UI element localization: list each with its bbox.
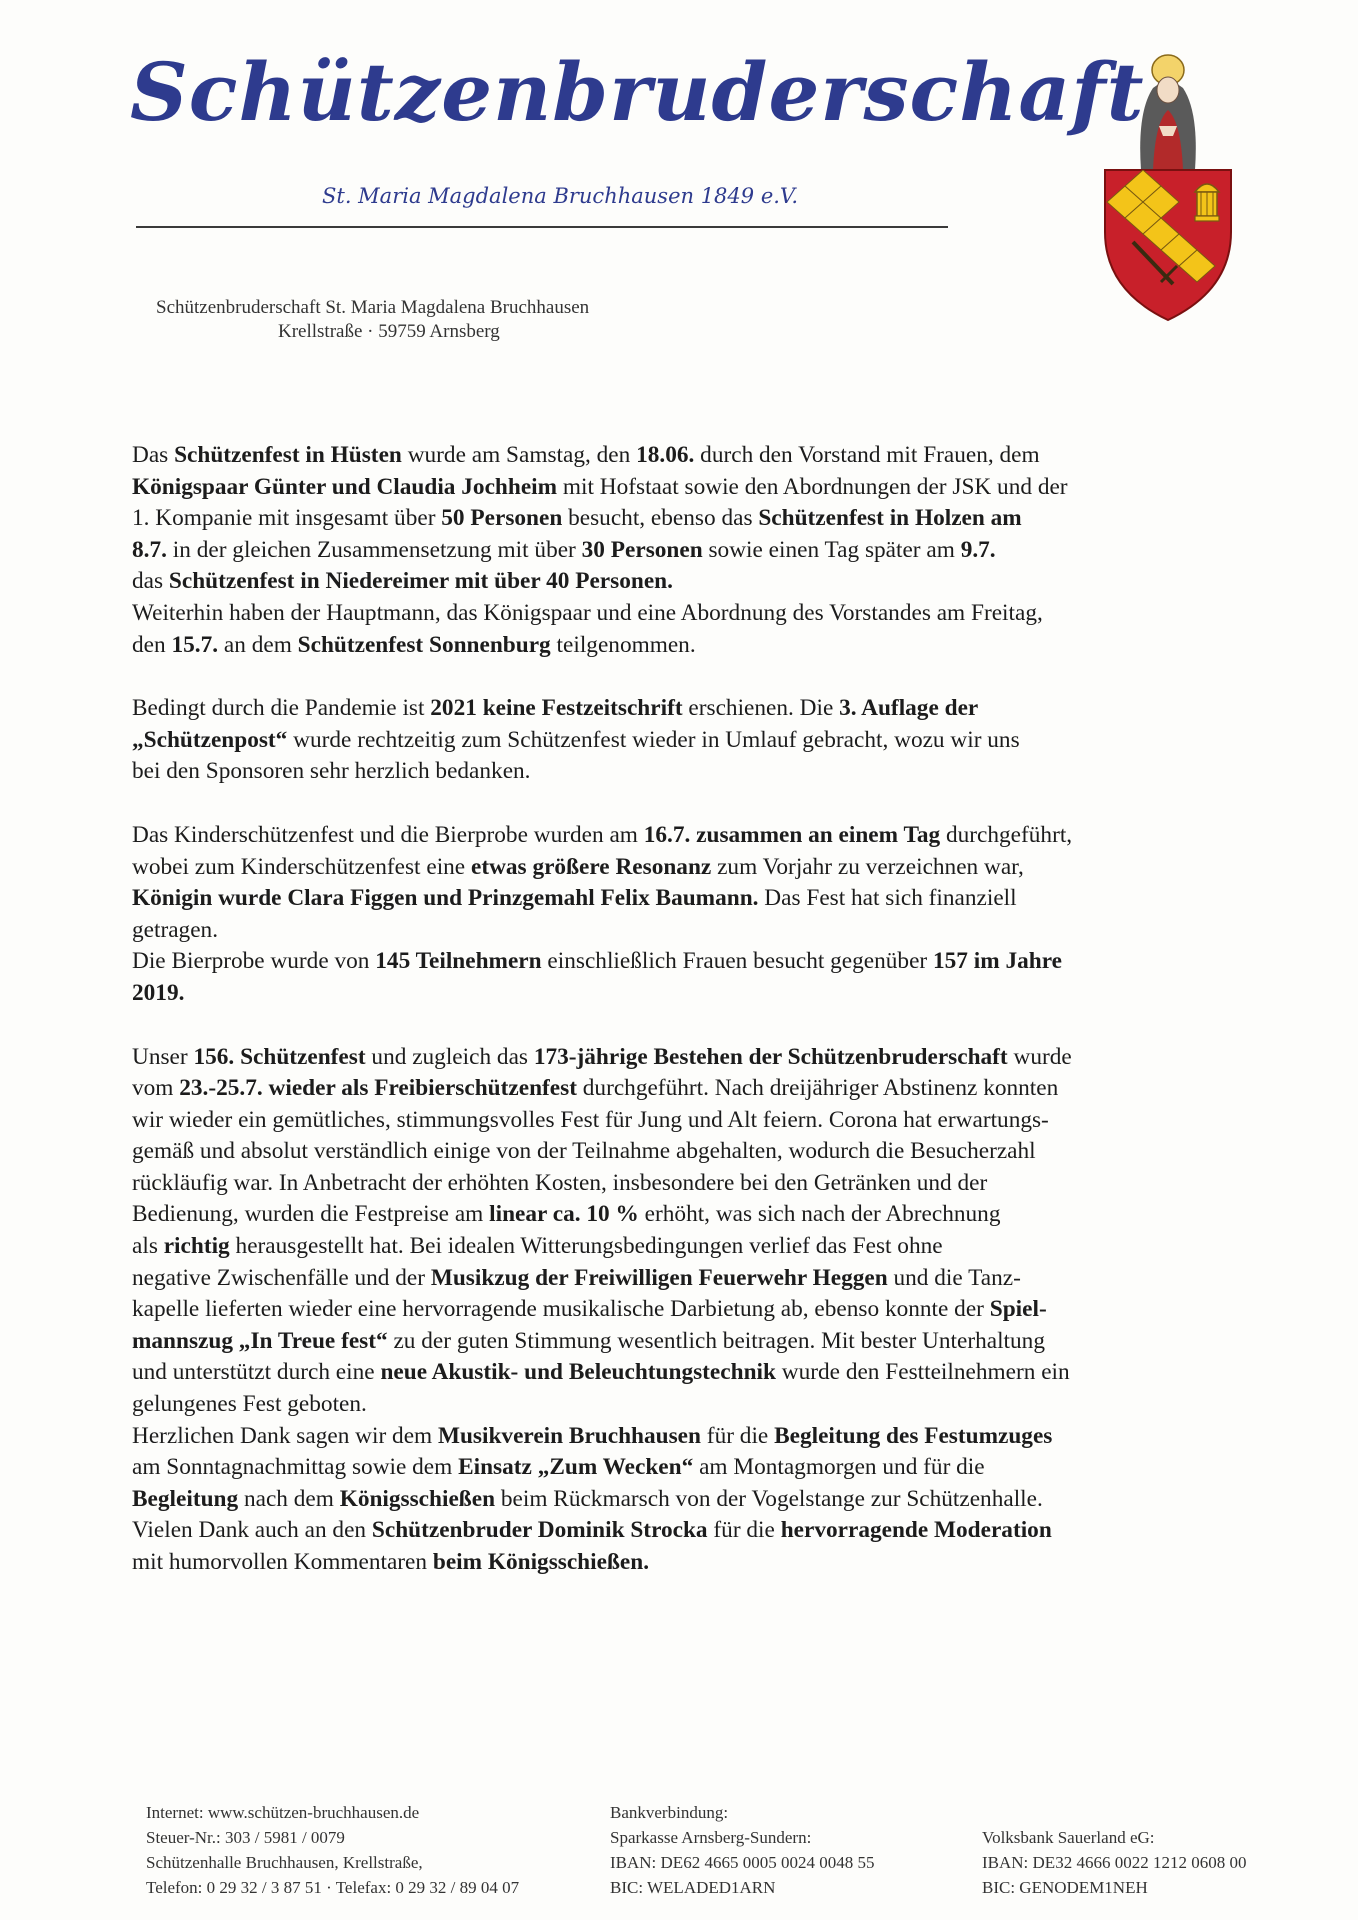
letter-body — [132, 440, 1242, 1579]
bold-text: Schützenbruder Dominik Strocka — [371, 1517, 708, 1544]
sender-line-2: Krellstraße · 59759 Arnsberg — [278, 321, 500, 342]
bold-text: Königspaar Günter und Claudia Jochheim — [132, 473, 558, 500]
bold-text: 30 Personen — [581, 536, 703, 563]
organization-title: Schützenbruderschaft — [130, 45, 1145, 139]
body-text: negative Zwischenfälle und der — [132, 1264, 431, 1291]
body-text: herausgestellt hat. Bei idealen Witterungsbedingungen verlief das Fest ohne — [229, 1233, 943, 1260]
bold-text: 8.7. — [132, 536, 167, 563]
body-text: Das Fest hat sich finanziell — [758, 885, 1017, 912]
body-text: erhöht, was sich nach der Abrechnung — [638, 1201, 1001, 1228]
bold-text: Schützenfest in Hüsten — [174, 442, 402, 468]
bold-text: 15.7. — [171, 631, 219, 658]
sender-line-1: Schützenbruderschaft St. Maria Magdalena Bruchhausen — [156, 297, 590, 318]
footer-bic: BIC: GENODEM1NEH — [982, 1878, 1148, 1897]
footer-bic: BIC: WELADED1ARN — [610, 1878, 776, 1897]
bold-text: 3. Auflage der — [839, 695, 979, 722]
body-text: Bedienung, wurden die Festpreise am — [132, 1201, 490, 1228]
bold-text: richtig — [163, 1233, 230, 1260]
footer-phone-fax: Telefon: 0 29 32 / 3 87 51 · Telefax: 0 29 32 / 89 04 07 — [146, 1878, 520, 1897]
bold-text: Musikzug der Freiwilligen Feuerwehr Heggen — [430, 1264, 888, 1291]
body-text: bei den Sponsoren sehr herzlich bedanken. — [132, 758, 531, 785]
body-text: gelungenes Fest geboten. — [132, 1391, 367, 1418]
footer-iban: IBAN: DE32 4666 0022 1212 0608 00 — [982, 1853, 1247, 1872]
body-text: getragen. — [132, 916, 219, 943]
body-text: beim Rückmarsch von der Vogelstange zur Schützenhalle. — [495, 1485, 1043, 1512]
bold-text: linear ca. 10 % — [489, 1201, 639, 1228]
bold-text: Begleitung des Festumzuges — [774, 1422, 1053, 1449]
footer-bank-name: Sparkasse Arnsberg-Sundern: — [610, 1828, 812, 1847]
bold-text: Spiel- — [989, 1296, 1047, 1323]
footer-hall-address: Schützenhalle Bruchhausen, Krellstraße, — [146, 1853, 423, 1872]
bold-text: mannszug „In Treue fest“ — [132, 1327, 388, 1354]
bold-text: „Schützenpost“ — [132, 726, 288, 753]
body-text: Unser — [132, 1043, 194, 1070]
body-text: wurde rechtzeitig zum Schützenfest wieder in Umlauf gebracht, wozu wir uns — [287, 726, 1020, 753]
footer-website: Internet: www.schützen-bruchhausen.de — [146, 1803, 420, 1822]
body-text: wir wieder ein gemütliches, stimmungsvolles Fest für Jung und Alt feiern. Corona hat erwartungs- — [132, 1106, 1049, 1133]
body-text: am Sonntagnachmittag sowie dem — [132, 1454, 459, 1481]
footer-bank-name: Volksbank Sauerland eG: — [982, 1828, 1155, 1847]
body-text: mit humorvollen Kommentaren — [132, 1549, 433, 1575]
body-text: für die — [700, 1422, 775, 1449]
body-text: besucht, ebenso das — [562, 505, 759, 532]
coat-of-arms-icon — [1103, 52, 1233, 324]
bold-text: 173-jährige Bestehen der Schützenbruderschaft — [533, 1043, 1008, 1070]
bold-text: 156. Schützenfest — [193, 1043, 366, 1070]
footer-contact — [146, 1800, 519, 1900]
body-text: rückläufig war. In Anbetracht der erhöhten Kosten, insbesondere bei den Getränken und der — [132, 1169, 988, 1196]
body-text: 1. Kompanie mit insgesamt über — [132, 505, 442, 532]
bold-text: 145 Teilnehmern — [375, 948, 542, 975]
body-text: Bedingt durch die Pandemie ist — [132, 695, 431, 722]
body-paragraph — [132, 693, 1242, 788]
body-text: erschienen. Die — [682, 695, 840, 722]
body-paragraph — [132, 1042, 1242, 1579]
bold-text: neue Akustik- und Beleuchtungstechnik — [380, 1359, 776, 1386]
bold-text: 2021 keine Festzeitschrift — [430, 695, 683, 722]
bold-text: 2019. — [132, 979, 185, 1006]
body-text: Herzlichen Dank sagen wir dem — [132, 1422, 438, 1449]
bold-text: 50 Personen — [441, 505, 563, 532]
bold-text: 23.-25.7. wieder als Freibierschützenfest — [179, 1075, 577, 1102]
body-text: kapelle lieferten wieder eine hervorragende musikalische Darbietung ab, ebenso konnte der — [132, 1296, 990, 1323]
body-text: Weiterhin haben der Hauptmann, das Königspaar und eine Abordnung des Vorstandes am Freitag, — [132, 599, 1043, 626]
bold-text: beim Königsschießen. — [432, 1549, 650, 1575]
body-text: durchgeführt. Nach dreijähriger Abstinenz konnten — [576, 1075, 1059, 1102]
body-text: als — [132, 1233, 164, 1260]
bold-text: hervorragende Moderation — [780, 1517, 1052, 1544]
body-text: zum Vorjahr zu verzeichnen war, — [711, 853, 1024, 880]
bold-text: Musikverein Bruchhausen — [437, 1422, 701, 1449]
body-text: und unterstützt durch eine — [132, 1359, 381, 1386]
body-text: am Montagmorgen und für die — [693, 1454, 985, 1481]
body-text: Das — [132, 442, 175, 468]
body-text: in der gleichen Zusammensetzung mit über — [166, 536, 582, 563]
bold-text: 16.7. zusammen an einem Tag — [643, 821, 941, 848]
body-text: zu der guten Stimmung wesentlich beitragen. Mit bester Unterhaltung — [387, 1327, 1045, 1354]
bold-text: etwas größere Resonanz — [470, 853, 712, 880]
footer-iban: IBAN: DE62 4665 0005 0024 0048 55 — [610, 1853, 875, 1872]
body-text: durchgeführt, — [940, 821, 1073, 848]
footer-bank-volksbank — [982, 1800, 1246, 1900]
sender-address — [156, 296, 589, 344]
bold-text: Begleitung — [132, 1485, 239, 1512]
body-text: an dem — [218, 631, 298, 658]
body-text: wurde — [1007, 1043, 1072, 1070]
body-text: einschließlich Frauen besucht gegenüber — [541, 948, 933, 975]
bold-text: 18.06. — [636, 442, 695, 468]
bold-text: Schützenfest in Holzen am — [758, 505, 1022, 532]
body-text: wurde am Samstag, den — [401, 442, 637, 468]
bold-text: 9.7. — [960, 536, 996, 563]
body-text: Die Bierprobe wurde von — [132, 948, 376, 975]
bold-text: Einsatz „Zum Wecken“ — [458, 1454, 694, 1481]
body-text: wurde den Festteilnehmern ein — [775, 1359, 1070, 1386]
organization-subtitle: St. Maria Magdalena Bruchhausen 1849 e.V. — [322, 184, 799, 208]
body-text: Das Kinderschützenfest und die Bierprobe wurden am — [132, 821, 644, 848]
header-divider — [136, 226, 948, 228]
body-text: durch den Vorstand mit Frauen, dem — [694, 442, 1040, 468]
body-text: nach dem — [238, 1485, 340, 1512]
body-text: vom — [132, 1075, 180, 1102]
footer-bank-heading: Bankverbindung: — [610, 1803, 729, 1822]
bold-text: 157 im Jahre — [933, 948, 1062, 975]
bold-text: Königsschießen — [339, 1485, 496, 1512]
body-text: für die — [707, 1517, 781, 1544]
body-text: den — [132, 631, 172, 658]
body-text: Vielen Dank auch an den — [132, 1517, 372, 1544]
body-text: gemäß und absolut verständlich einige von der Teilnahme abgehalten, wodurch die Besucherzahl — [132, 1138, 1036, 1165]
body-paragraph — [132, 820, 1242, 1010]
body-text: mit Hofstaat sowie den Abordnungen der JSK und der — [557, 473, 1068, 500]
body-text: teilgenommen. — [550, 631, 696, 658]
footer-bank-sparkasse — [610, 1800, 874, 1900]
bold-text: Schützenfest Sonnenburg — [297, 631, 551, 658]
bold-text: Königin wurde Clara Figgen und Prinzgemahl Felix Baumann. — [132, 885, 759, 912]
body-text: und zugleich das — [365, 1043, 534, 1070]
body-text: das — [132, 568, 169, 595]
bold-text: Schützenfest in Niedereimer mit über 40 Personen. — [168, 568, 673, 595]
body-text: sowie einen Tag später am — [702, 536, 961, 563]
footer-tax-number: Steuer-Nr.: 303 / 5981 / 0079 — [146, 1828, 345, 1847]
body-paragraph — [132, 440, 1242, 661]
body-text: und die Tanz- — [887, 1264, 1021, 1291]
footer-spacer — [982, 1800, 1246, 1825]
body-text: wobei zum Kinderschützenfest eine — [132, 853, 471, 880]
